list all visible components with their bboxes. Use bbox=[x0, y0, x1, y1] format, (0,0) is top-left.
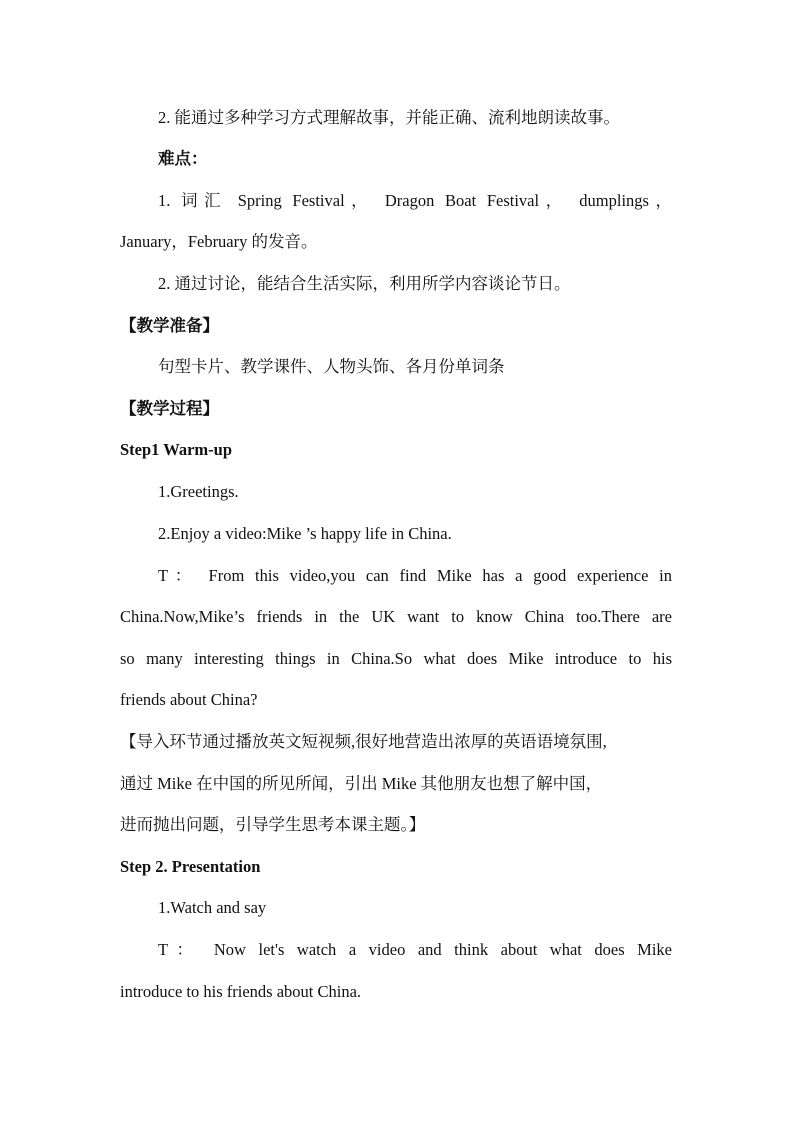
step2-item-watch: 1.Watch and say bbox=[158, 898, 267, 917]
teacher-line-1: T： From this video,you can find Mike has a good experience in bbox=[158, 566, 672, 585]
difficulty-1-line: 1. 词汇 Spring Festival， Dragon Boat Festival， dumplings， bbox=[158, 191, 672, 210]
objective-2-line: 2. 能通过多种学习方式理解故事，并能正确、流利地朗读故事。 bbox=[158, 108, 620, 127]
teacher-line-2: China.Now,Mike’s friends in the UK want to know China too.There are bbox=[120, 607, 672, 626]
difficulty-1-continuation: January，February 的发音。 bbox=[120, 232, 318, 251]
step1-item-video: 2.Enjoy a video:Mike ’s happy life in China. bbox=[158, 524, 452, 543]
step2-heading: Step 2. Presentation bbox=[120, 857, 261, 876]
preparation-materials: 句型卡片、教学课件、人物头饰、各月份单词条 bbox=[158, 357, 505, 376]
teacher-prompt-line-1: T： Now let's watch a video and think about what does Mike bbox=[158, 940, 672, 959]
process-heading: 【教学过程】 bbox=[120, 399, 219, 418]
difficulty-2-line: 2. 通过讨论，能结合生活实际，利用所学内容谈论节日。 bbox=[158, 274, 571, 293]
step1-heading: Step1 Warm-up bbox=[120, 440, 233, 459]
teacher-line-3: so many interesting things in China.So what does Mike introduce to his bbox=[120, 649, 672, 668]
difficulty-heading: 难点： bbox=[158, 149, 208, 168]
commentary-line-1: 【导入环节通过播放英文短视频,很好地营造出浓厚的英语语境氛围, bbox=[120, 732, 607, 751]
commentary-line-2: 通过 Mike 在中国的所见所闻，引出 Mike 其他朋友也想了解中国， bbox=[120, 774, 603, 793]
teacher-prompt-line-2: introduce to his friends about China. bbox=[120, 982, 362, 1001]
preparation-heading: 【教学准备】 bbox=[120, 316, 219, 335]
commentary-line-3: 进而抛出问题，引导学生思考本课主题。】 bbox=[120, 815, 426, 834]
teacher-line-4: friends about China? bbox=[120, 690, 258, 709]
step1-item-greetings: 1.Greetings. bbox=[158, 482, 239, 501]
